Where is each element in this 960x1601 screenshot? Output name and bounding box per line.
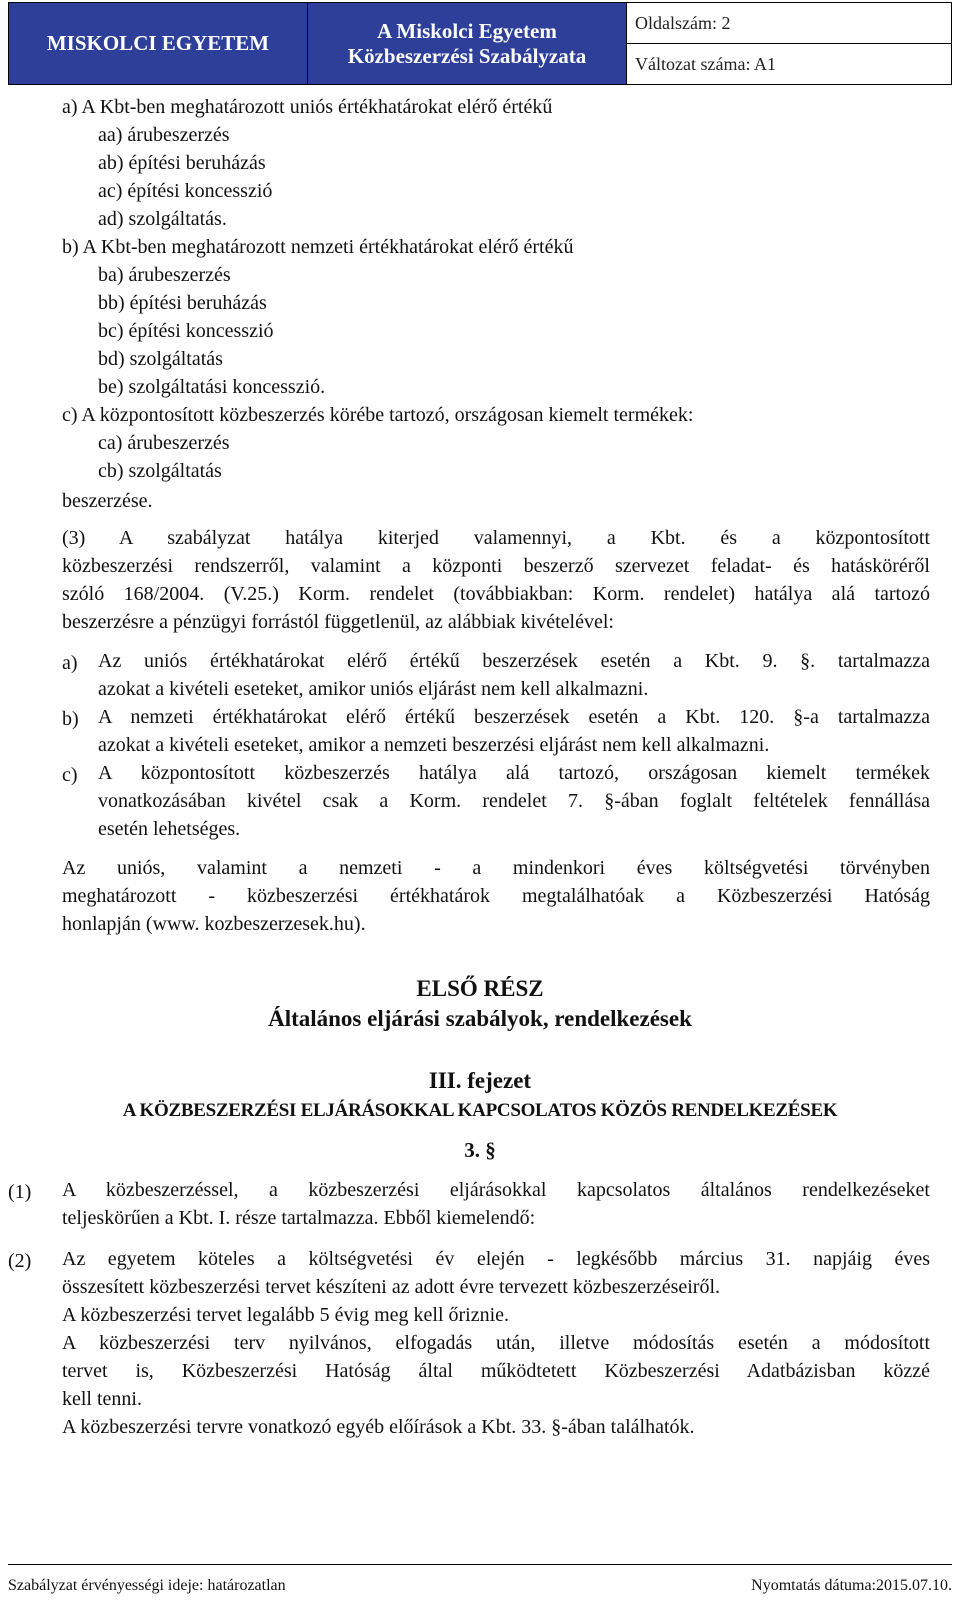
subsection-1-line: A közbeszerzéssel, a közbeszerzési eljárásokkal kapcsolatos általános rendelkezéseket bbox=[62, 1179, 930, 1201]
list-item: ad) szolgáltatás. bbox=[98, 208, 227, 230]
page-number: Oldalszám: 2 bbox=[627, 3, 952, 44]
list-item: beszerzése. bbox=[62, 490, 153, 512]
validity-text: Szabályzat érvényességi ideje: határozatlan bbox=[8, 1577, 286, 1594]
list-item: c) A központosított közbeszerzés körébe tartozó, országosan kiemelt termékek: bbox=[62, 404, 694, 426]
list-item: cb) szolgáltatás bbox=[98, 460, 222, 482]
version-number: Változat száma: A1 bbox=[627, 44, 952, 85]
subsection-2-line: Az egyetem köteles a költségvetési év elején - legkésőbb március 31. napjáig éves bbox=[62, 1248, 930, 1270]
document-title-line1: A Miskolci Egyetem bbox=[377, 18, 557, 43]
subsection-2-line: tervet is, Közbeszerzési Hatóság által működtetett Közbeszerzési Adatbázisban közzé bbox=[62, 1360, 930, 1382]
paragraph-3-line: szóló 168/2004. (V.25.) Korm. rendelet (továbbiakban: Korm. rendelet) hatálya alá tartozó bbox=[62, 583, 930, 605]
list-item: ca) árubeszerzés bbox=[98, 432, 230, 454]
part-title: ELSŐ RÉSZ bbox=[416, 976, 544, 1001]
list-item: a) A Kbt-ben meghatározott uniós értékhatárokat elérő értékű bbox=[62, 96, 553, 118]
exception-a-line: azokat a kivételi eseteket, amikor uniós eljárást nem kell alkalmazni. bbox=[98, 678, 649, 700]
document-title bbox=[308, 3, 627, 85]
subsection-2-line: összesített közbeszerzési tervet készíteni az adott évre tervezett közbeszerzéseiről. bbox=[62, 1276, 720, 1298]
exception-label: b) bbox=[62, 708, 79, 730]
list-item: ac) építési koncesszió bbox=[98, 180, 273, 202]
subsection-number: (2) bbox=[8, 1250, 32, 1272]
document-title-line2: Közbeszerzési Szabályzata bbox=[347, 43, 587, 68]
section-number: 3. § bbox=[464, 1138, 496, 1162]
list-item: b) A Kbt-ben meghatározott nemzeti értékhatárokat elérő értékű bbox=[62, 236, 574, 258]
page-header bbox=[8, 2, 952, 85]
subsection-number: (1) bbox=[8, 1181, 32, 1203]
chapter-subtitle: A KÖZBESZERZÉSI ELJÁRÁSOKKAL KAPCSOLATOS KÖZÖS RENDELKEZÉSEK bbox=[122, 1100, 838, 1121]
list-item: aa) árubeszerzés bbox=[98, 124, 230, 146]
list-item: bb) építési beruházás bbox=[98, 292, 267, 314]
exception-label: c) bbox=[62, 764, 78, 786]
list-item: ba) árubeszerzés bbox=[98, 264, 231, 286]
exception-label: a) bbox=[62, 652, 78, 674]
paragraph-3-line: beszerzésre a pénzügyi forrástól függetlenül, az alábbiak kivételével: bbox=[62, 611, 614, 633]
exception-a-line: Az uniós értékhatárokat elérő értékű beszerzések esetén a Kbt. 9. §. tartalmazza bbox=[98, 650, 930, 672]
paragraph-3-line: (3) A szabályzat hatálya kiterjed valamennyi, a Kbt. és a központosított bbox=[62, 527, 930, 549]
university-name: MISKOLCI EGYETEM bbox=[9, 3, 308, 85]
subsection-2-line: A közbeszerzési tervet legalább 5 évig meg kell őriznie. bbox=[62, 1304, 510, 1326]
subsection-2-line: A közbeszerzési tervre vonatkozó egyéb előírások a Kbt. 33. §-ában találhatók. bbox=[62, 1416, 695, 1438]
exception-c-line: vonatkozásában kivétel csak a Korm. rendelet 7. §-ában foglalt feltételek fennállása bbox=[98, 790, 930, 812]
threshold-paragraph-line: Az uniós, valamint a nemzeti - a mindenkori éves költségvetési törvényben bbox=[62, 857, 930, 879]
exception-c-line: esetén lehetséges. bbox=[98, 818, 241, 840]
threshold-paragraph-line: meghatározott - közbeszerzési értékhatárok megtalálhatóak a Közbeszerzési Hatóság bbox=[62, 885, 930, 907]
threshold-paragraph-line: honlapján (www. kozbeszerzesek.hu). bbox=[62, 913, 366, 935]
list-item: bc) építési koncesszió bbox=[98, 320, 274, 342]
exception-b-line: A nemzeti értékhatárokat elérő értékű beszerzések esetén a Kbt. 120. §-a tartalmazza bbox=[98, 706, 930, 728]
chapter-title: III. fejezet bbox=[428, 1068, 532, 1093]
print-date: Nyomtatás dátuma:2015.07.10. bbox=[751, 1577, 952, 1594]
subsection-2-line: A közbeszerzési terv nyilvános, elfogadás után, illetve módosítás esetén a módosított bbox=[62, 1332, 930, 1354]
paragraph-3-line: közbeszerzési rendszerről, valamint a központi beszerző szervezet feladat- és hatásköréről bbox=[62, 555, 930, 577]
page-footer bbox=[8, 1564, 952, 1601]
list-item: ab) építési beruházás bbox=[98, 152, 266, 174]
part-subtitle: Általános eljárási szabályok, rendelkezések bbox=[268, 1006, 692, 1031]
list-item: bd) szolgáltatás bbox=[98, 348, 223, 370]
exception-c-line: A központosított közbeszerzés hatálya alá tartozó, országosan kiemelt termékek bbox=[98, 762, 930, 784]
exception-b-line: azokat a kivételi eseteket, amikor a nemzeti beszerzési eljárást nem kell alkalmazni. bbox=[98, 734, 770, 756]
subsection-2-line: kell tenni. bbox=[62, 1388, 142, 1410]
subsection-1-line: teljeskörűen a Kbt. I. része tartalmazza. Ebből kiemelendő: bbox=[62, 1207, 536, 1229]
list-item: be) szolgáltatási koncesszió. bbox=[98, 376, 326, 398]
